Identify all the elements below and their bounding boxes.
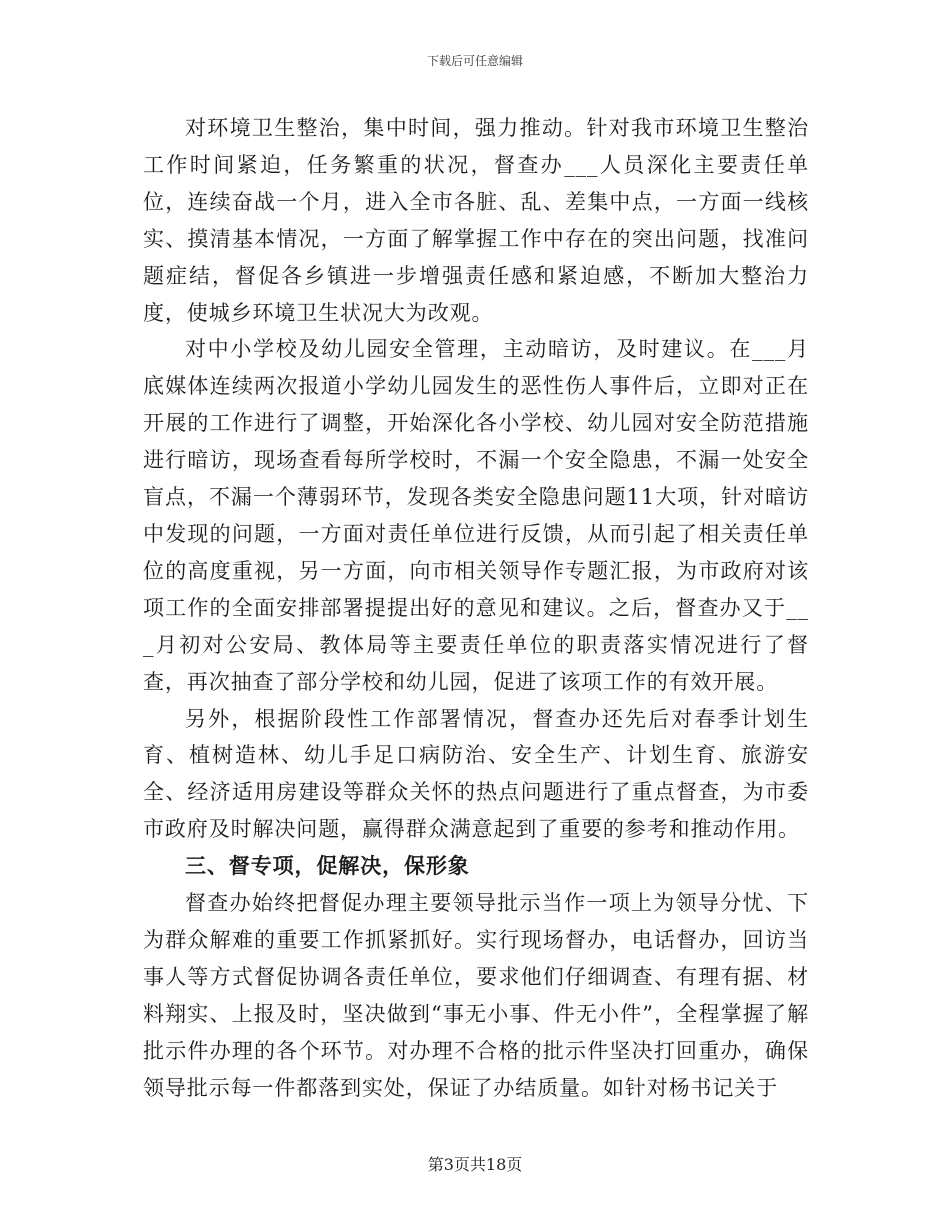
paragraph-school-safety: 对中小学校及幼儿园安全管理，主动暗访，及时建议。在___月底媒体连续两次报道小学幼儿园发生的恶性伤人事件后，立即对正在开展的工作进行了调整，开始深化各小学校、幼儿园对安全防范措施进行暗访，现场查看每所学校时，不漏一个安全隐患，不漏一处安全盲点，不漏一个薄弱环节，发现各类安全隐患问题11大项，针对暗访中发现的问题，一方面对责任单位进行反馈，从而引起了相关责任单位的高度重视，另一方面，向市相关领导作专题汇报，为市政府对该项工作的全面安排部署提提出好的意见和建议。之后，督查办又于___月初对公安局、教体局等主要责任单位的职责落实情况进行了督查，再次抽查了部分学校和幼儿园，促进了该项工作的有效开展。 bbox=[143, 337, 809, 694]
page-header: 下载后可任意编辑 bbox=[426, 54, 523, 68]
paragraph-other-inspections: 另外，根据阶段性工作部署情况，督查办还先后对春季计划生育、植树造林、幼儿手足口病防治、安全生产、计划生育、旅游安全、经济适用房建设等群众关怀的热点问题进行了重点督查，为市委市政府及时解决问题，赢得群众满意起到了重要的参考和推动作用。 bbox=[143, 706, 809, 842]
document-body bbox=[143, 110, 809, 1106]
paragraph-environment: 对环境卫生整治，集中时间，强力推动。针对我市环境卫生整治工作时间紧迫，任务繁重的状况，督查办___人员深化主要责任单位，连续奋战一个月，进入全市各脏、乱、差集中点，一方面一线核实、摸清基本情况，一方面了解掌握工作中存在的突出问题，找准问题症结，督促各乡镇进一步增强责任感和紧迫感，不断加大整治力度，使城乡环境卫生状况大为改观。 bbox=[143, 116, 809, 325]
paragraph-instructions: 督查办始终把督促办理主要领导批示当作一项上为领导分忧、下为群众解难的重要工作抓紧抓好。实行现场督办，电话督办，回访当事人等方式督促协调各责任单位，要求他们仔细调查、有理有据、材料翔实、上报及时，坚决做到“事无小事、件无小件”，全程掌握了解批示件办理的各个环节。对办理不合格的批示件坚决打回重办，确保领导批示每一件都落到实处，保证了办结质量。如针对杨书记关于 bbox=[143, 891, 809, 1100]
page-footer: 第3页共18页 bbox=[427, 1155, 523, 1174]
section-heading: 三、督专项，促解决，保形象 bbox=[185, 853, 470, 879]
